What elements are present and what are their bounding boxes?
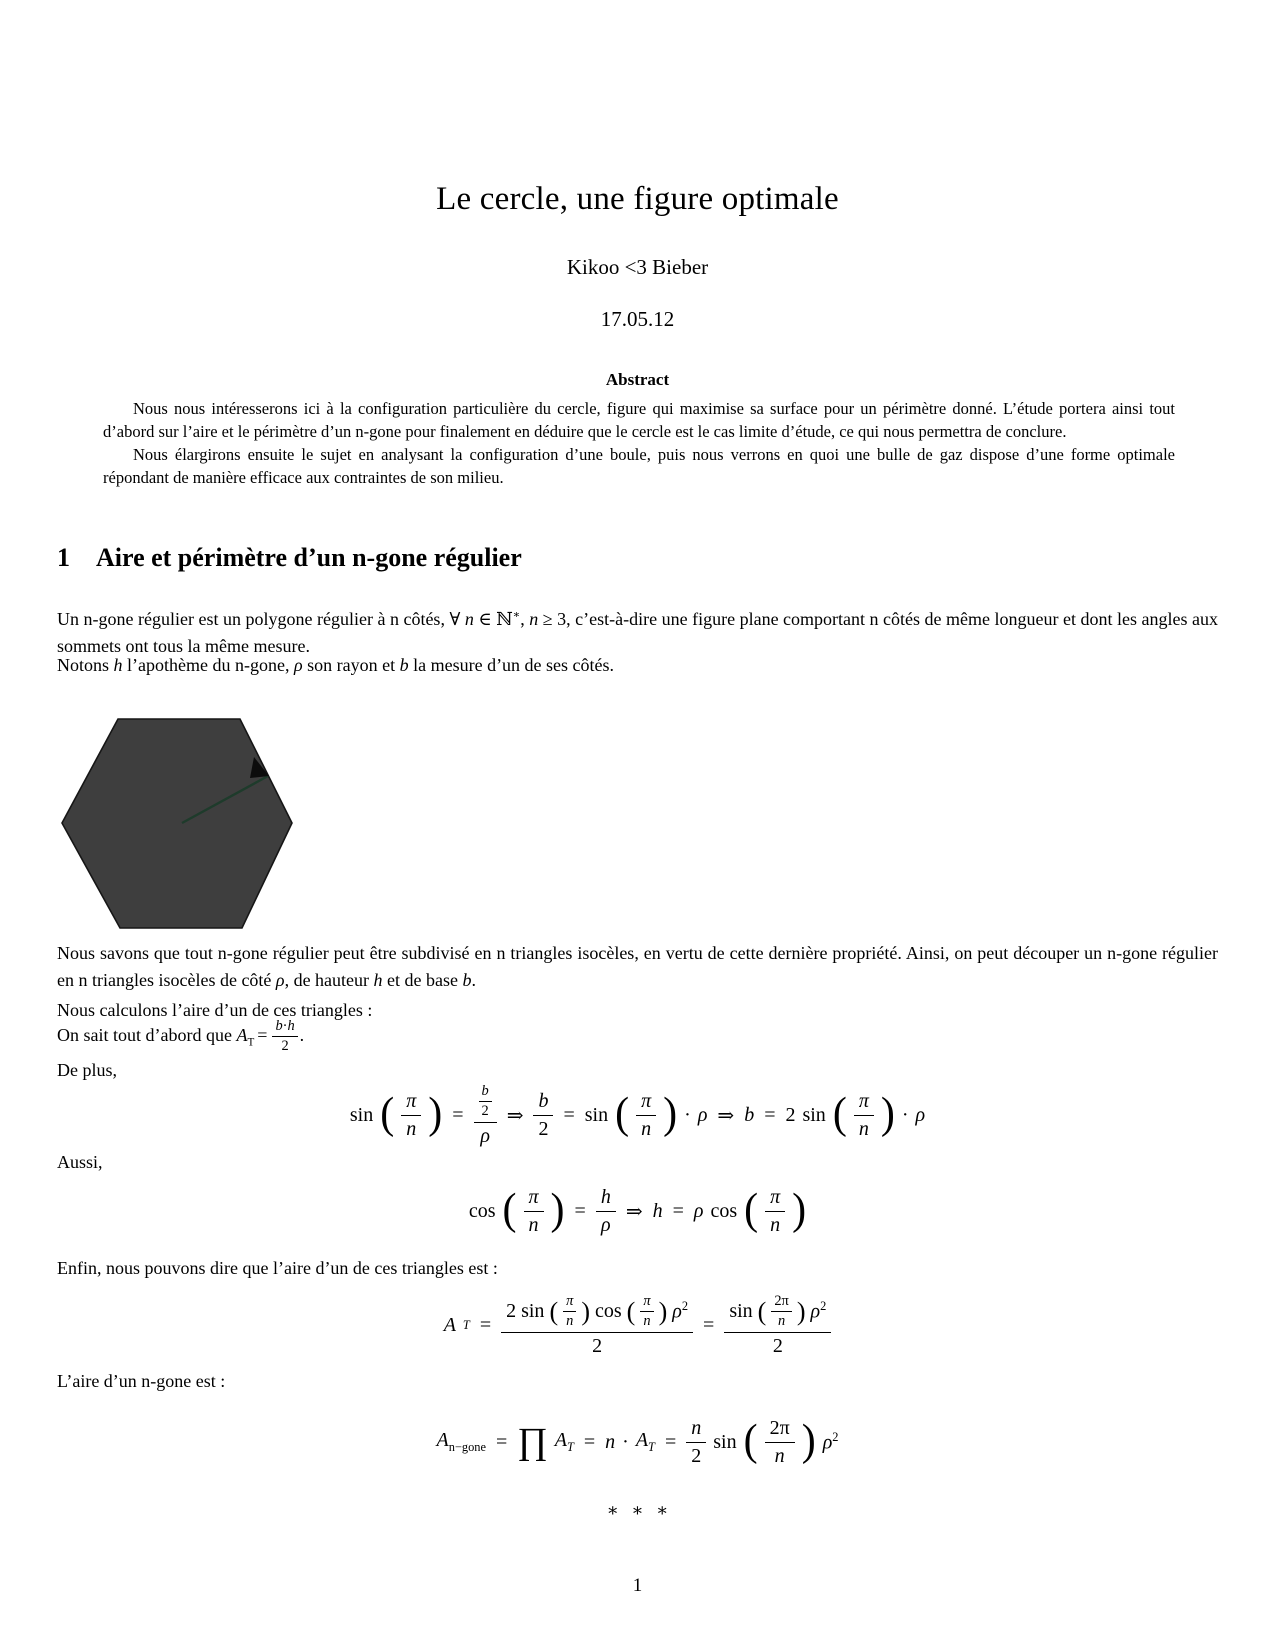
author: Kikoo <3 Bieber <box>566 255 709 279</box>
fraction-pi-n: $\frac{\pi}{n}$ <box>854 1090 874 1140</box>
var-rho: ρ <box>293 655 303 675</box>
right-paren: ) <box>550 1185 565 1235</box>
page-title: Le cercle, une figure optimale <box>436 181 839 217</box>
right-paren: ) <box>801 1416 816 1466</box>
text: On sait tout d’abord que <box>57 1024 237 1045</box>
equals: = <box>672 1199 684 1222</box>
text: , de hauteur <box>284 970 374 990</box>
text: . <box>471 970 476 990</box>
product-symbol: ∏ <box>517 1421 548 1463</box>
star: ∗ <box>512 609 521 621</box>
denominator: 2 <box>281 1038 289 1055</box>
paragraph-de-plus: De plus, <box>57 1060 117 1080</box>
var-n: n <box>605 1430 616 1453</box>
fraction-b-2: $\frac{b}{2}$ <box>533 1090 553 1140</box>
math-token: sin <box>349 1103 374 1126</box>
var-h: h <box>113 655 123 675</box>
geq-symbol: ≥ <box>538 609 558 629</box>
paragraph-subdivision <box>57 940 1218 994</box>
var-rho: ρ <box>915 1103 926 1126</box>
equals: = <box>452 1103 464 1126</box>
left-paren: ( <box>380 1089 395 1139</box>
fraction-pi-n: $\frac{\pi}{n}$ <box>524 1186 544 1236</box>
area-T: $A_T$ <box>635 1429 655 1454</box>
implies: ⇒ <box>625 1200 643 1223</box>
equals: = <box>257 1024 268 1045</box>
area-T: $A_T$ <box>554 1429 574 1454</box>
text: Un n-gone régulier est un polygone régulier à n côtés, <box>57 609 450 629</box>
text: Notons <box>57 655 114 675</box>
left-paren: ( <box>502 1185 517 1235</box>
fraction-pi-n: $\frac{\pi}{n}$ <box>765 1186 785 1236</box>
paragraph-aire-ngone: L’aire d’un n-gone est : <box>57 1371 226 1391</box>
area-symbol: A <box>236 1024 248 1045</box>
equals: = <box>479 1313 492 1336</box>
text: , c’est-à-dire une figure plane comportant n côtés de même longueur et dont les angles aux sommets ont tous la même mesure. <box>57 609 1219 656</box>
left-paren: ( <box>743 1416 758 1466</box>
fraction-bh-2 <box>272 1019 297 1054</box>
formula-sin <box>57 1082 1218 1148</box>
equals: = <box>703 1313 715 1336</box>
number-three: 3 <box>557 609 567 629</box>
formula-aire-triangle <box>57 1288 1218 1362</box>
area-symbol: A <box>443 1313 456 1336</box>
var-h: h <box>373 970 383 990</box>
page-number: 1 <box>632 1575 643 1596</box>
equals: = <box>496 1430 508 1453</box>
left-paren: ( <box>615 1089 630 1139</box>
subscript-T: T <box>247 1036 255 1049</box>
section-separator: ∗ ∗ ∗ <box>606 1500 669 1520</box>
comma: , <box>520 609 530 629</box>
formula-cos <box>57 1178 1218 1244</box>
var-rho: ρ <box>693 1199 704 1222</box>
implies: ⇒ <box>717 1104 735 1127</box>
fraction-pi-n: $\frac{\pi}{n}$ <box>636 1090 656 1140</box>
date: 17.05.12 <box>600 307 675 331</box>
equals: = <box>583 1430 596 1453</box>
var-rho: ρ <box>275 970 285 990</box>
left-paren: ( <box>744 1185 759 1235</box>
text: la mesure d’un de ses côtés. <box>408 655 615 675</box>
right-paren: ) <box>428 1089 443 1139</box>
math-token: sin <box>584 1103 609 1126</box>
math-token: cos <box>468 1199 496 1222</box>
text: . <box>299 1024 305 1045</box>
right-paren: ) <box>880 1089 895 1139</box>
section-1-heading <box>57 543 1218 573</box>
hexagon-svg <box>57 712 297 934</box>
paragraph-notations <box>57 652 1218 679</box>
text: Nous savons que tout n-gone régulier peut être subdivisé en n triangles isocèles, en vertu de cette dernière propriété. Ainsi, on peut découper un n-gone régulier en n triangles isocèles de côté <box>57 943 1218 990</box>
fraction-2pi-n: $\frac{2\pi}{n}$ <box>765 1417 795 1467</box>
cdot: · <box>622 1430 629 1453</box>
text: l’apothème du n-gone, <box>122 655 294 675</box>
abstract-heading: Abstract <box>605 370 670 389</box>
var-b: b <box>744 1103 755 1126</box>
right-paren: ) <box>663 1089 678 1139</box>
forall-symbol: ∀ <box>449 609 465 629</box>
var-b: b <box>399 655 409 675</box>
section-number: 1 <box>57 543 70 572</box>
left-paren: ( <box>832 1089 847 1139</box>
paragraph-aussi: Aussi, <box>57 1152 103 1172</box>
cdot: · <box>684 1103 691 1126</box>
text: et de base <box>382 970 463 990</box>
paragraph-calcul-aire: Nous calculons l’aire d’un de ces triangles : <box>57 1000 373 1020</box>
var-b: b <box>462 970 472 990</box>
section-title: Aire et périmètre d’un n-gone régulier <box>96 543 522 572</box>
var-rho: ρ <box>697 1103 708 1126</box>
abstract-paragraph-1: Nous nous intéresserons ici à la configuration particulière du cercle, figure qui maximise sa surface pour un périmètre donné. L’étude portera ainsi tout d’abord sur l’aire et le périmètre d’un n-gone pour finalement en déduire que le cercle est le cas limite d’étude, ce qui nous permettra de conclure. <box>103 399 1175 441</box>
paragraph-on-sait <box>57 1019 1218 1056</box>
hexagon-figure <box>57 712 297 934</box>
in-symbol: ∈ <box>473 609 497 629</box>
implies: ⇒ <box>506 1104 524 1127</box>
fraction-n-2: $\frac{n}{2}$ <box>686 1417 706 1467</box>
paragraph-enfin: Enfin, nous pouvons dire que l’aire d’un de ces triangles est : <box>57 1258 498 1278</box>
right-paren: ) <box>792 1185 807 1235</box>
abstract-body <box>103 397 1175 489</box>
math-token: cos <box>710 1199 738 1222</box>
equals: = <box>764 1103 776 1126</box>
equals: = <box>563 1103 575 1126</box>
subscript-T: T <box>462 1317 470 1332</box>
area-ngone: $A_{n-gone}$ <box>436 1429 486 1454</box>
fraction-pi-n: $\frac{\pi}{n}$ <box>401 1090 421 1140</box>
math-token: sin <box>713 1430 737 1453</box>
fraction-h-rho: $\frac{h}{\rho}$ <box>596 1186 616 1236</box>
var-n: n <box>464 609 474 629</box>
rho-squared: $\rho^2$ <box>822 1429 839 1454</box>
formula-aire-ngone <box>57 1402 1218 1482</box>
text: son rayon et <box>302 655 400 675</box>
fraction-b2-rho: $\frac{\frac{b}{2}}{\rho}$ <box>474 1083 497 1147</box>
var-n: n <box>529 609 539 629</box>
fraction-left: 2 sin ( $\frac{\pi}{n}$ ) cos ( $\frac{\pi}{n}$ ) $\rho^2$ 2 <box>501 1293 693 1357</box>
fraction-right: sin ( $\frac{2\pi}{n}$ ) $\rho^2$ 2 <box>724 1293 831 1357</box>
nat-set-symbol: ℕ <box>496 609 513 629</box>
cdot: · <box>901 1103 909 1126</box>
var-h: h <box>652 1199 663 1222</box>
abstract-paragraph-2: Nous élargirons ensuite le sujet en analysant la configuration d’une boule, puis nous verrons en quoi une bulle de gaz dispose d’une forme optimale répondant de manière efficace aux contraintes de son milieu. <box>103 445 1175 487</box>
equals: = <box>664 1430 677 1453</box>
equals: = <box>574 1199 586 1222</box>
math-token: sin <box>802 1103 826 1126</box>
hexagon-shape <box>62 719 292 928</box>
numerator: b·h <box>272 1019 297 1037</box>
number-two: 2 <box>785 1103 796 1126</box>
